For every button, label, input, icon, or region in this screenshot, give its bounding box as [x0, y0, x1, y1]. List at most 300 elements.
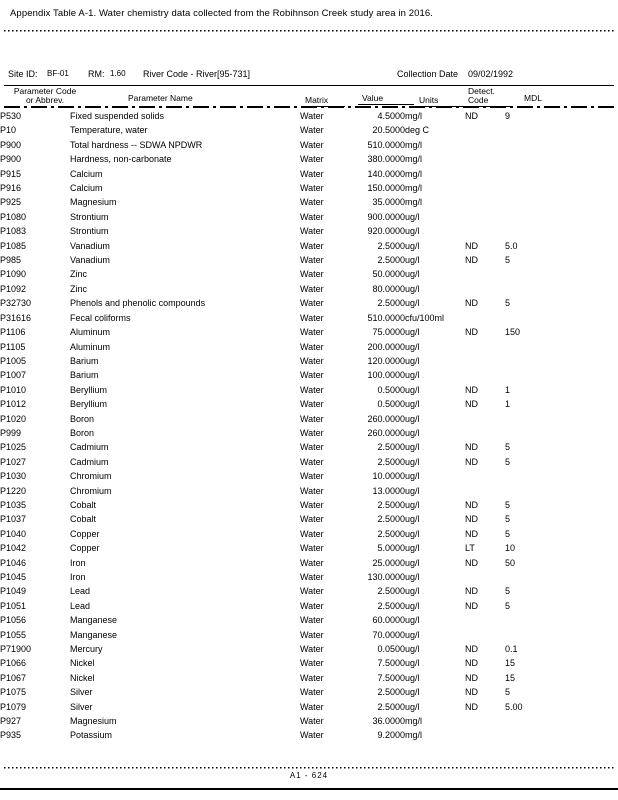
- cell-detect: [465, 138, 505, 152]
- table-row: [0, 340, 618, 354]
- cell-mdl: 5: [505, 499, 511, 510]
- footer-dotted-rule: [4, 767, 614, 769]
- cell-code: P71900: [0, 644, 32, 655]
- cell-detect: ND: [465, 701, 478, 712]
- cell-matrix: Water: [300, 543, 324, 554]
- column-header-detect-line1: Detect.: [468, 86, 495, 96]
- cell-name: Zinc: [70, 269, 88, 280]
- table-row: [0, 512, 618, 526]
- cell-detect: ND: [465, 658, 478, 669]
- cell-value: 70.0000: [372, 629, 405, 640]
- cell-units: ug/l: [405, 528, 420, 539]
- cell-code: P1025: [0, 442, 27, 453]
- cell-value: 2.5000: [377, 442, 405, 453]
- table-header-row: [0, 87, 618, 105]
- table-row: [0, 138, 618, 152]
- river-code: River Code - River[95-731]: [143, 69, 251, 79]
- cell-name: Potassium: [70, 730, 113, 741]
- cell-units: mg/l: [405, 183, 423, 194]
- cell-name: Cadmium: [70, 456, 109, 467]
- column-header-detect-line2: Code: [468, 95, 489, 105]
- column-header-matrix: Matrix: [305, 95, 345, 107]
- cell-value: 10.0000: [372, 471, 405, 482]
- cell-value: 2.5000: [377, 687, 405, 698]
- site-info-row: [0, 69, 618, 83]
- cell-code: P1106: [0, 327, 26, 338]
- cell-value: 2.5000: [377, 600, 405, 611]
- cell-units: ug/l: [405, 355, 420, 366]
- table-row: [0, 440, 618, 454]
- cell-mdl: 5: [505, 456, 511, 467]
- page-bottom-rule: [0, 788, 618, 790]
- cell-mdl: 15: [505, 658, 516, 669]
- cell-units: ug/l: [405, 543, 420, 554]
- table-row: [0, 397, 618, 411]
- cell-matrix: Water: [300, 442, 324, 453]
- table-row: [0, 728, 618, 742]
- cell-matrix: Water: [300, 255, 324, 266]
- cell-code: P1020: [0, 413, 27, 424]
- table-row: [0, 296, 618, 310]
- table-row: [0, 671, 618, 685]
- page-title: Appendix Table A-1. Water chemistry data collected from the Robihnson Creek study area in 2016.: [10, 8, 433, 19]
- cell-value: 510.0000: [367, 139, 405, 150]
- cell-name: Strontium: [70, 211, 109, 222]
- cell-name: Mercury: [70, 644, 103, 655]
- cell-code: P1055: [0, 629, 27, 640]
- cell-code: P1010: [0, 384, 27, 395]
- cell-units: mg/l: [405, 139, 423, 150]
- page-number: A1 - 624: [289, 771, 329, 780]
- rm-value: 1.60: [110, 69, 126, 78]
- cell-mdl: [505, 728, 618, 742]
- table-row: [0, 599, 618, 613]
- cell-detect: [465, 412, 505, 426]
- cell-mdl: [505, 195, 618, 209]
- cell-code: P1040: [0, 528, 27, 539]
- cell-units: mg/l: [405, 716, 423, 727]
- cell-units: ug/l: [405, 327, 420, 338]
- cell-matrix: Water: [300, 327, 324, 338]
- table-row: [0, 484, 618, 498]
- cell-detect: [465, 368, 505, 382]
- cell-mdl: [505, 426, 618, 440]
- column-header-parameter-code: [6, 87, 84, 105]
- cell-name: Magnesium: [70, 716, 117, 727]
- cell-code: P1027: [0, 456, 27, 467]
- cell-matrix: Water: [300, 514, 324, 525]
- cell-matrix: Water: [300, 183, 324, 194]
- cell-value: 200.0000: [367, 341, 405, 352]
- cell-matrix: Water: [300, 269, 324, 280]
- table-row: [0, 527, 618, 541]
- cell-code: P530: [0, 111, 22, 121]
- cell-value: 0.0500: [377, 644, 405, 655]
- cell-matrix: Water: [300, 687, 324, 698]
- cell-detect: [465, 123, 505, 137]
- cell-units: ug/l: [405, 701, 420, 712]
- cell-matrix: Water: [300, 240, 324, 251]
- cell-name: Iron: [70, 572, 86, 582]
- cell-units: ug/l: [405, 672, 420, 683]
- table-row: [0, 239, 618, 253]
- cell-value: 75.0000: [372, 327, 405, 338]
- collection-date-value: 09/02/1992: [468, 69, 514, 79]
- cell-name: Strontium: [70, 226, 109, 237]
- cell-code: P1080: [0, 211, 27, 222]
- table-row: [0, 584, 618, 598]
- site-id-value: BF-01: [47, 69, 69, 78]
- column-header-units: Units: [416, 95, 465, 107]
- cell-detect: [465, 340, 505, 354]
- cell-matrix: Water: [300, 600, 324, 611]
- cell-matrix: Water: [300, 370, 324, 381]
- cell-mdl: 5: [505, 442, 511, 453]
- cell-name: Calcium: [70, 183, 103, 194]
- cell-name: Cobalt: [70, 499, 97, 510]
- cell-mdl: 5: [505, 600, 511, 611]
- cell-units: ug/l: [405, 384, 420, 395]
- cell-name: Boron: [70, 427, 95, 438]
- cell-mdl: [505, 138, 618, 152]
- column-header-parameter-code-line2: or Abbrev.: [25, 95, 65, 105]
- cell-matrix: Water: [300, 399, 324, 410]
- cell-mdl: [505, 354, 618, 368]
- cell-value: 2.5000: [377, 514, 405, 525]
- cell-name: Cobalt: [70, 514, 97, 525]
- cell-units: ug/l: [405, 600, 420, 611]
- cell-detect: [465, 613, 505, 627]
- cell-code: P985: [0, 255, 22, 266]
- cell-matrix: Water: [300, 644, 324, 655]
- cell-mdl: 9: [505, 111, 511, 121]
- cell-units: mg/l: [405, 730, 423, 741]
- cell-name: Copper: [70, 543, 100, 554]
- cell-name: Zinc: [70, 283, 88, 294]
- column-header-value: Value: [358, 93, 414, 105]
- cell-code: P1085: [0, 240, 27, 251]
- cell-name: Calcium: [70, 168, 103, 179]
- cell-mdl: [505, 267, 618, 281]
- cell-matrix: Water: [300, 629, 324, 640]
- cell-name: Magnesium: [70, 197, 117, 208]
- cell-detect: [465, 728, 505, 742]
- cell-units: ug/l: [405, 211, 420, 222]
- cell-units: ug/l: [405, 255, 420, 266]
- cell-value: 120.0000: [367, 355, 405, 366]
- cell-code: P1056: [0, 615, 27, 626]
- cell-units: ug/l: [405, 442, 420, 453]
- cell-code: P900: [0, 139, 22, 150]
- cell-matrix: Water: [300, 572, 324, 582]
- cell-detect: ND: [465, 528, 478, 539]
- cell-matrix: Water: [300, 283, 324, 294]
- cell-value: 5.0000: [377, 543, 405, 554]
- cell-name: Temperature, water: [70, 125, 148, 136]
- table-row: [0, 224, 618, 238]
- table-row: [0, 152, 618, 166]
- table-row: [0, 656, 618, 670]
- cell-units: ug/l: [405, 615, 420, 626]
- cell-value: 4.5000: [377, 111, 405, 121]
- cell-mdl: 0.1: [505, 644, 518, 655]
- cell-code: P1092: [0, 283, 27, 294]
- table-row: [0, 354, 618, 368]
- cell-code: P1035: [0, 499, 27, 510]
- table-row: [0, 282, 618, 296]
- cell-mdl: 5: [505, 298, 511, 309]
- cell-mdl: 15: [505, 672, 516, 683]
- cell-mdl: 5: [505, 528, 511, 539]
- cell-detect: ND: [465, 240, 478, 251]
- cell-matrix: Water: [300, 716, 324, 727]
- cell-detect: ND: [465, 327, 478, 338]
- cell-detect: [465, 628, 505, 642]
- cell-code: P1046: [0, 557, 27, 568]
- cell-detect: [465, 282, 505, 296]
- cell-mdl: 5: [505, 586, 511, 597]
- cell-value: 25.0000: [372, 557, 405, 568]
- cell-units: ug/l: [405, 687, 420, 698]
- cell-mdl: 5: [505, 255, 511, 266]
- cell-matrix: Water: [300, 312, 324, 323]
- cell-code: P999: [0, 427, 22, 438]
- table-row: [0, 541, 618, 555]
- cell-name: Lead: [70, 600, 91, 611]
- cell-mdl: 150: [505, 327, 521, 338]
- table-row: [0, 700, 618, 714]
- table-row: [0, 210, 618, 224]
- cell-code: P1105: [0, 341, 26, 352]
- cell-code: P31616: [0, 312, 32, 323]
- cell-matrix: Water: [300, 197, 324, 208]
- cell-matrix: Water: [300, 615, 324, 626]
- cell-mdl: [505, 714, 618, 728]
- cell-name: Boron: [70, 413, 95, 424]
- cell-name: Chromium: [70, 471, 112, 482]
- cell-matrix: Water: [300, 701, 324, 712]
- cell-units: ug/l: [405, 240, 420, 251]
- cell-units: ug/l: [405, 399, 420, 410]
- cell-detect: [465, 311, 505, 325]
- cell-value: 380.0000: [367, 154, 405, 165]
- header-top-rule: [4, 85, 614, 86]
- site-id-label: Site ID:: [8, 69, 38, 79]
- cell-units: ug/l: [405, 427, 420, 438]
- cell-mdl: 50: [505, 557, 516, 568]
- cell-detect: LT: [465, 543, 475, 554]
- cell-code: P925: [0, 197, 22, 208]
- cell-code: P1051: [0, 600, 27, 611]
- cell-mdl: [505, 340, 618, 354]
- cell-detect: ND: [465, 644, 478, 655]
- cell-mdl: 10: [505, 543, 516, 554]
- cell-value: 60.0000: [372, 615, 405, 626]
- cell-mdl: 1: [505, 384, 511, 395]
- cell-mdl: 5.00: [505, 701, 523, 712]
- cell-code: P1075: [0, 687, 27, 698]
- cell-value: 900.0000: [367, 211, 405, 222]
- cell-name: Barium: [70, 355, 99, 366]
- cell-detect: ND: [465, 384, 478, 395]
- cell-units: mg/l: [405, 111, 423, 121]
- cell-value: 260.0000: [367, 413, 405, 424]
- cell-value: 2.5000: [377, 499, 405, 510]
- cell-mdl: [505, 368, 618, 382]
- cell-value: 20.5000: [372, 125, 405, 136]
- cell-mdl: [505, 469, 618, 483]
- cell-matrix: Water: [300, 154, 324, 165]
- cell-units: ug/l: [405, 586, 420, 597]
- table-row: [0, 253, 618, 267]
- cell-name: Phenols and phenolic compounds: [70, 298, 206, 309]
- table-row: [0, 628, 618, 642]
- cell-detect: [465, 484, 505, 498]
- cell-name: Total hardness -- SDWA NPDWR: [70, 139, 203, 150]
- cell-units: mg/l: [405, 168, 423, 179]
- rm-label: RM:: [88, 69, 105, 79]
- cell-detect: ND: [465, 687, 478, 698]
- cell-value: 9.2000: [377, 730, 405, 741]
- cell-code: P1012: [0, 399, 27, 410]
- water-chemistry-table: [0, 109, 618, 743]
- cell-name: Lead: [70, 586, 91, 597]
- cell-detect: ND: [465, 557, 478, 568]
- table-row: [0, 642, 618, 656]
- cell-matrix: Water: [300, 341, 324, 352]
- cell-units: mg/l: [405, 197, 423, 208]
- cell-name: Aluminum: [70, 327, 111, 338]
- cell-mdl: 5: [505, 687, 511, 698]
- cell-detect: [465, 181, 505, 195]
- cell-code: P915: [0, 168, 22, 179]
- cell-name: Barium: [70, 370, 99, 381]
- cell-units: ug/l: [405, 485, 420, 496]
- cell-name: Fixed suspended solids: [70, 111, 165, 121]
- table-row: [0, 195, 618, 209]
- cell-name: Nickel: [70, 658, 95, 669]
- cell-mdl: [505, 210, 618, 224]
- cell-value: 13.0000: [372, 485, 405, 496]
- cell-detect: [465, 426, 505, 440]
- cell-matrix: Water: [300, 413, 324, 424]
- cell-detect: [465, 210, 505, 224]
- cell-units: ug/l: [405, 370, 420, 381]
- cell-code: P1037: [0, 514, 27, 525]
- table-row: [0, 311, 618, 325]
- cell-code: P1066: [0, 658, 27, 669]
- table-row: [0, 570, 618, 584]
- cell-code: P10: [0, 125, 17, 136]
- cell-matrix: Water: [300, 528, 324, 539]
- cell-mdl: [505, 282, 618, 296]
- cell-value: 2.5000: [377, 701, 405, 712]
- cell-detect: [465, 267, 505, 281]
- cell-units: ug/l: [405, 557, 420, 568]
- table-row: [0, 556, 618, 570]
- cell-value: 2.5000: [377, 255, 405, 266]
- column-header-parameter-code-line1: Parameter Code: [13, 86, 77, 96]
- cell-matrix: Water: [300, 125, 324, 136]
- cell-detect: ND: [465, 456, 478, 467]
- cell-code: P1049: [0, 586, 27, 597]
- cell-matrix: Water: [300, 499, 324, 510]
- cell-code: P927: [0, 716, 22, 727]
- cell-detect: [465, 152, 505, 166]
- cell-value: 510.0000: [367, 312, 405, 323]
- table-row: [0, 181, 618, 195]
- cell-detect: [465, 167, 505, 181]
- cell-name: Beryllium: [70, 384, 108, 395]
- cell-value: 2.5000: [377, 456, 405, 467]
- cell-code: P935: [0, 730, 22, 741]
- cell-units: mg/l: [405, 154, 423, 165]
- cell-value: 80.0000: [372, 283, 405, 294]
- title-dotted-rule: [4, 30, 614, 32]
- cell-detect: [465, 570, 505, 584]
- cell-value: 2.5000: [377, 240, 405, 251]
- cell-units: ug/l: [405, 644, 420, 655]
- cell-detect: ND: [465, 442, 478, 453]
- cell-name: Vanadium: [70, 240, 110, 251]
- cell-detect: ND: [465, 255, 478, 266]
- cell-name: Beryllium: [70, 399, 108, 410]
- cell-name: Hardness, non-carbonate: [70, 154, 172, 165]
- cell-value: 140.0000: [367, 168, 405, 179]
- cell-value: 130.0000: [367, 572, 405, 582]
- cell-matrix: Water: [300, 384, 324, 395]
- cell-code: P1045: [0, 572, 27, 582]
- cell-matrix: Water: [300, 658, 324, 669]
- cell-matrix: Water: [300, 672, 324, 683]
- table-row: [0, 109, 618, 123]
- cell-value: 36.0000: [372, 716, 405, 727]
- table-row: [0, 123, 618, 137]
- cell-detect: [465, 469, 505, 483]
- cell-detect: ND: [465, 586, 478, 597]
- cell-code: P1005: [0, 355, 27, 366]
- table-row: [0, 383, 618, 397]
- cell-mdl: [505, 167, 618, 181]
- cell-detect: ND: [465, 111, 478, 121]
- cell-code: P1007: [0, 370, 27, 381]
- cell-code: P1030: [0, 471, 27, 482]
- cell-name: Manganese: [70, 629, 118, 640]
- cell-units: ug/l: [405, 269, 420, 280]
- table-body: [0, 109, 618, 743]
- header-dashdot-rule: [4, 106, 614, 108]
- cell-detect: [465, 195, 505, 209]
- cell-units: ug/l: [405, 226, 420, 237]
- cell-name: Manganese: [70, 615, 118, 626]
- table-row: [0, 325, 618, 339]
- cell-mdl: [505, 628, 618, 642]
- cell-matrix: Water: [300, 557, 324, 568]
- cell-detect: [465, 224, 505, 238]
- cell-matrix: Water: [300, 427, 324, 438]
- cell-units: ug/l: [405, 514, 420, 525]
- cell-units: ug/l: [405, 499, 420, 510]
- cell-value: 7.5000: [377, 672, 405, 683]
- collection-date-label: Collection Date: [397, 69, 459, 79]
- cell-matrix: Water: [300, 298, 324, 309]
- cell-name: Silver: [70, 701, 93, 712]
- cell-detect: ND: [465, 672, 478, 683]
- cell-mdl: [505, 311, 618, 325]
- cell-detect: [465, 354, 505, 368]
- table-row: [0, 613, 618, 627]
- cell-units: ug/l: [405, 413, 420, 424]
